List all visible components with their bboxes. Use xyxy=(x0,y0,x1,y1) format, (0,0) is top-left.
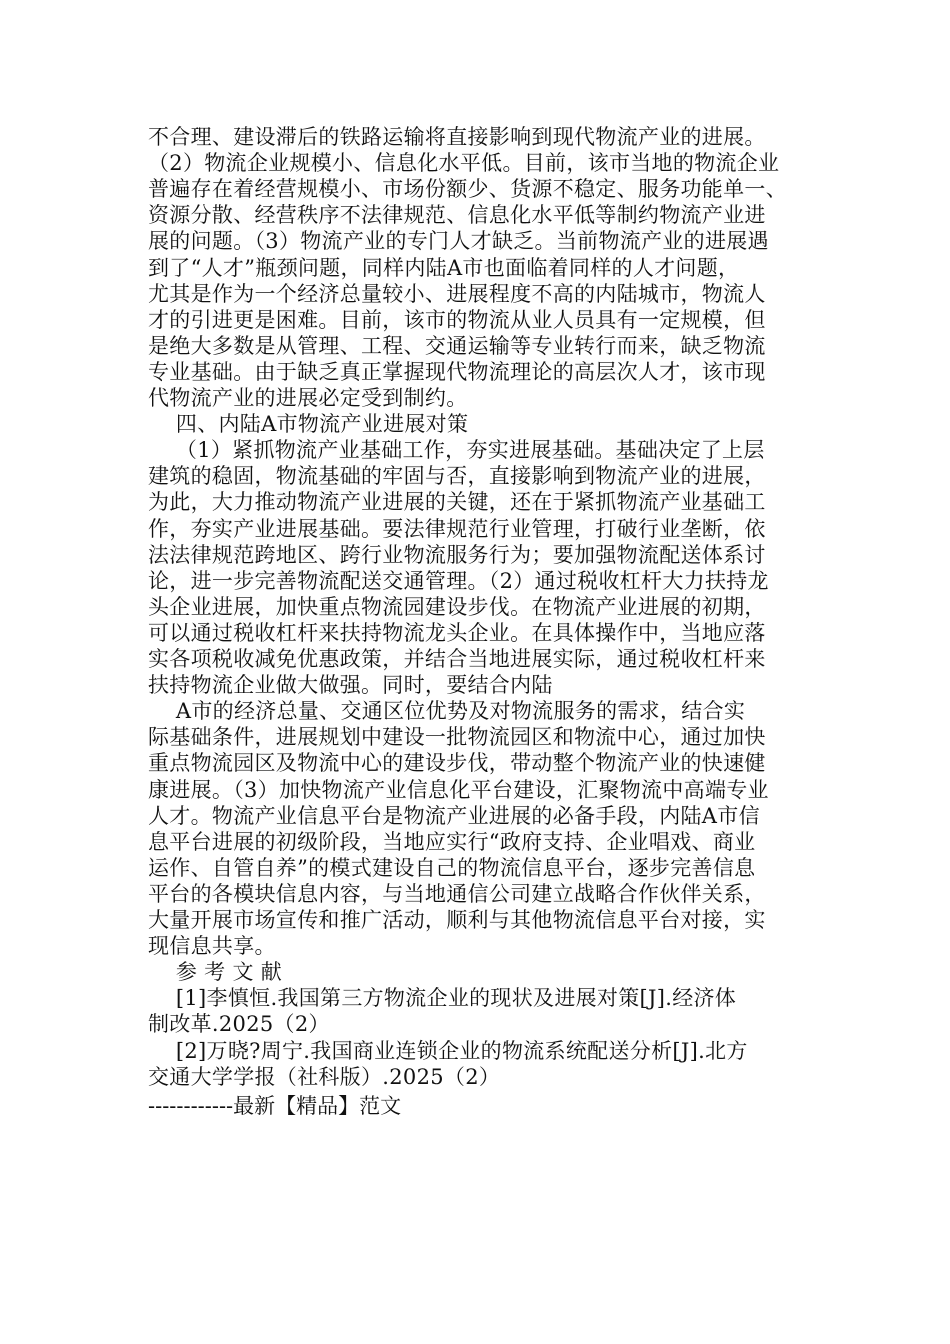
text-line: 资源分散、经营秩序不法律规范、信息化水平低等制约物流产业进 xyxy=(148,203,766,228)
text-line: 大量开展市场宣传和推广活动，顺利与其他物流信息平台对接，实 xyxy=(148,908,766,932)
text-line: 尤其是作为一个经济总量较小、进展程度不高的内陆城市，物流人 xyxy=(148,281,766,306)
footer-text: ------------最新【精品】范文 xyxy=(148,1094,402,1118)
text-line: 头企业进展，加快重点物流园建设步伐。在物流产业进展的初期， xyxy=(148,594,766,619)
text-line: 制改革.2025（2） xyxy=(148,1012,330,1037)
text-line: 建筑的稳固，物流基础的牢固与否，直接影响到物流产业的进展， xyxy=(148,464,766,489)
text-line: 参 考 文 献 xyxy=(148,960,283,985)
text-line: 为此，大力推动物流产业进展的关键，还在于紧抓物流产业基础工 xyxy=(148,490,766,515)
text-line: 不合理、建设滞后的铁路运输将直接影响到现代物流产业的进展。 xyxy=(148,125,766,149)
text-line: 普遍存在着经营规模小、市场份额少、货源不稳定、服务功能单一、 xyxy=(148,177,787,202)
text-line: [2]万晓?周宁.我国商业连锁企业的物流系统配送分析[J].北方 xyxy=(148,1038,748,1063)
text-line: A市的经济总量、交通区位优势及对物流服务的需求，结合实 xyxy=(148,699,746,724)
text-line: 人才。物流产业信息平台是物流产业进展的必备手段，内陆A市信 xyxy=(148,803,760,828)
text-line: 交通大学学报（社科版）.2025（2） xyxy=(148,1064,501,1089)
text-line: 到了“人才”瓶颈问题，同样内陆A市也面临着同样的人才问题， xyxy=(148,255,740,280)
text-line: [1]李慎恒.我国第三方物流企业的现状及进展对策[J].经济体 xyxy=(148,986,737,1011)
text-line: 际基础条件，进展规划中建设一批物流园区和物流中心，通过加快 xyxy=(148,725,766,750)
text-line: 四、内陆A市物流产业进展对策 xyxy=(148,412,469,437)
text-line: 才的引进更是困难。目前，该市的物流从业人员具有一定规模，但 xyxy=(148,307,766,332)
text-line: 扶持物流企业做大做强。同时，要结合内陆 xyxy=(148,673,553,698)
text-line: （1）紧抓物流产业基础工作，夯实进展基础。基础决定了上层 xyxy=(148,438,765,463)
text-line: 运作、自管自养”的模式建设自己的物流信息平台，逐步完善信息 xyxy=(148,855,756,880)
text-line: 现信息共享。 xyxy=(148,934,276,959)
text-line: 可以通过税收杠杆来扶持物流龙头企业。在具体操作中，当地应落 xyxy=(148,620,766,645)
text-line: 康进展。（3）加快物流产业信息化平台建设，汇聚物流中高端专业 xyxy=(148,777,769,802)
text-line: 法法律规范跨地区、跨行业物流服务行为；要加强物流配送体系讨 xyxy=(148,542,766,567)
text-line: 实各项税收减免优惠政策，并结合当地进展实际，通过税收杠杆来 xyxy=(148,647,766,671)
text-line: 代物流产业的进展必定受到制约。 xyxy=(148,386,468,410)
text-line: 作，夯实产业进展基础。要法律规范行业管理，打破行业垄断，依 xyxy=(148,516,766,541)
text-line: 重点物流园区及物流中心的建设步伐，带动整个物流产业的快速健 xyxy=(148,751,766,776)
text-line: 平台的各模块信息内容，与当地通信公司建立战略合作伙伴关系， xyxy=(148,881,766,906)
text-line: （2）物流企业规模小、信息化水平低。目前，该市当地的物流企业 xyxy=(148,151,780,176)
text-line: 论，进一步完善物流配送交通管理。（2）通过税收杠杆大力扶持龙 xyxy=(148,568,769,593)
text-line: 是绝大多数是从管理、工程、交通运输等专业转行而来，缺乏物流 xyxy=(148,333,766,358)
text-line: 展的问题。（3）物流产业的专门人才缺乏。当前物流产业的进展遇 xyxy=(148,229,769,254)
text-line: 专业基础。由于缺乏真正掌握现代物流理论的高层次人才，该市现 xyxy=(148,359,766,384)
text-line: 息平台进展的初级阶段，当地应实行“政府支持、企业唱戏、商业 xyxy=(148,829,756,854)
